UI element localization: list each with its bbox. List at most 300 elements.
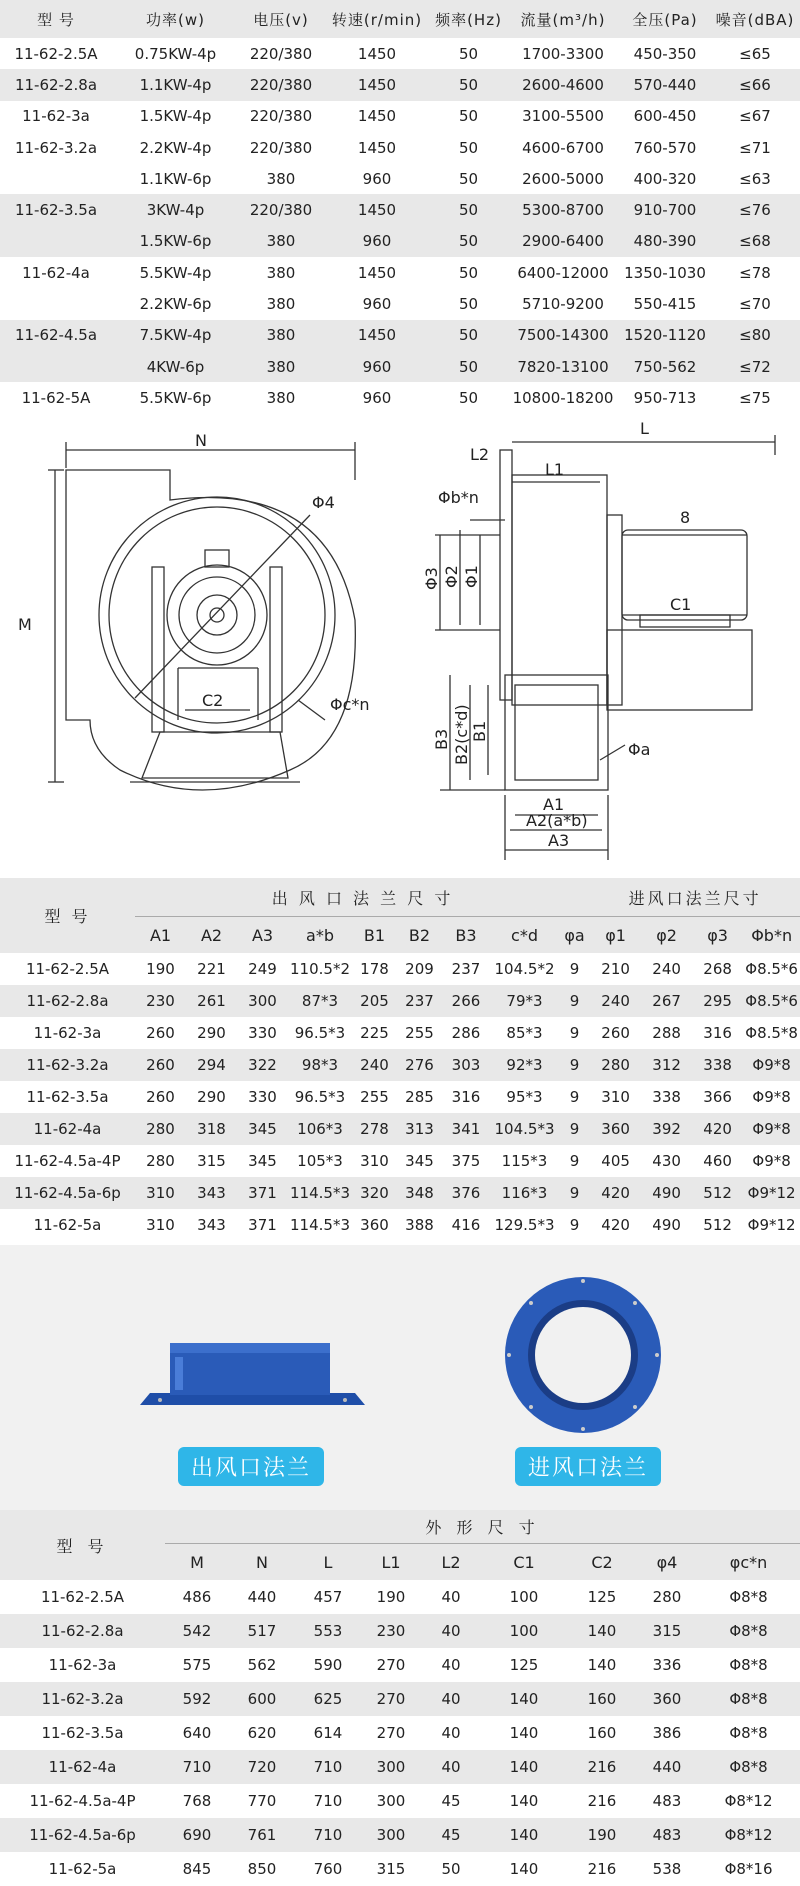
table2-cell: 330 xyxy=(248,1088,277,1106)
table2-cell: 280 xyxy=(146,1120,175,1138)
table3-cell: 216 xyxy=(587,1860,617,1878)
table3-cell: 486 xyxy=(182,1588,212,1606)
table2-cell: Φ8.5*6 xyxy=(745,992,798,1010)
label-phi4: Φ4 xyxy=(312,493,335,512)
table2-col-header: B3 xyxy=(442,917,490,954)
table3-cell: 11-62-4a xyxy=(48,1758,117,1776)
table3-cell: 710 xyxy=(182,1758,212,1776)
table3-cell: 50 xyxy=(441,1860,461,1878)
table1-cell: 570-440 xyxy=(633,75,697,94)
table3-col-header: N xyxy=(229,1544,295,1581)
table2-cell: 512 xyxy=(703,1184,732,1202)
table2-cell: 371 xyxy=(248,1184,277,1202)
table2-cell: 240 xyxy=(360,1056,389,1074)
table1-cell: 50 xyxy=(458,388,479,407)
inlet-flange-photo xyxy=(505,1277,661,1433)
table2-cell: 249 xyxy=(248,960,277,978)
table1-cell: 50 xyxy=(458,357,479,376)
table3-cell: 100 xyxy=(509,1622,539,1640)
table3-cell: 11-62-4.5a-6p xyxy=(29,1826,136,1844)
table2-cell: 322 xyxy=(248,1056,277,1074)
table3-cell: 690 xyxy=(182,1826,212,1844)
table1-cell: 5710-9200 xyxy=(522,295,604,314)
table1-cell: 550-415 xyxy=(633,295,697,314)
table1-cell: 1450 xyxy=(357,201,397,220)
flange-photos-section xyxy=(0,1245,800,1510)
table2-cell: 261 xyxy=(197,992,226,1010)
table2-col-header: A3 xyxy=(237,917,288,954)
table1-cell: ≤67 xyxy=(739,107,771,126)
table3-cell: 300 xyxy=(376,1792,406,1810)
table3-cell: 625 xyxy=(313,1690,343,1708)
table1-header: 转速(r/min) xyxy=(323,0,431,38)
table1-cell: 11-62-2.8a xyxy=(14,75,98,94)
table1-cell: 380 xyxy=(266,295,296,314)
outline-table-section xyxy=(0,1510,800,1886)
table1-cell: 380 xyxy=(266,357,296,376)
table1-cell: 950-713 xyxy=(633,388,697,407)
table1-cell: 380 xyxy=(266,169,296,188)
table3-cell: 720 xyxy=(247,1758,277,1776)
table2-cell: 316 xyxy=(703,1024,732,1042)
table3-cell: 100 xyxy=(509,1588,539,1606)
table1-cell: 960 xyxy=(362,169,392,188)
table2-cell: 9 xyxy=(569,1120,580,1138)
table1-cell: 4600-6700 xyxy=(522,138,604,157)
table1-row xyxy=(0,69,800,100)
table2-cell: 310 xyxy=(360,1152,389,1170)
table1-header: 功率(w) xyxy=(112,0,239,38)
table1-cell: 50 xyxy=(458,295,479,314)
table2-cell: 237 xyxy=(451,960,481,978)
table1-cell: 220/380 xyxy=(249,75,313,94)
table1-cell: 1450 xyxy=(357,107,397,126)
table2-col-header: φa xyxy=(559,917,590,954)
table1-cell: 5.5KW-6p xyxy=(139,388,212,407)
table3-cell: 575 xyxy=(182,1656,212,1674)
table1-row xyxy=(0,257,800,288)
table2-cell: 366 xyxy=(703,1088,732,1106)
table2-cell: 255 xyxy=(405,1024,434,1042)
table2-cell: 420 xyxy=(601,1184,630,1202)
table3-cell: 542 xyxy=(182,1622,212,1640)
table2-cell: 114.5*3 xyxy=(290,1216,350,1234)
table2-cell: 290 xyxy=(197,1088,226,1106)
table3-cell: 40 xyxy=(441,1588,461,1606)
table2-cell: 11-62-2.8a xyxy=(26,992,109,1010)
table2-cell: 330 xyxy=(248,1024,277,1042)
table3-cell: 620 xyxy=(247,1724,277,1742)
table2-cell: 300 xyxy=(248,992,277,1010)
table3-cell: 125 xyxy=(509,1656,539,1674)
table1-cell: 50 xyxy=(458,326,479,345)
label-l1: L1 xyxy=(545,460,565,479)
table1-cell: ≤71 xyxy=(739,138,771,157)
table3-col-header: M xyxy=(165,1544,229,1581)
table1-cell: ≤75 xyxy=(739,388,771,407)
table1-row xyxy=(0,320,800,351)
table1-header-row xyxy=(0,0,800,38)
table2-cell: 129.5*3 xyxy=(494,1216,555,1234)
table1-header: 频率(Hz) xyxy=(431,0,506,38)
table3-cell: 11-62-2.5A xyxy=(40,1588,125,1606)
table1-cell: ≤66 xyxy=(739,75,771,94)
table2-cell: 371 xyxy=(248,1216,277,1234)
table2-row xyxy=(0,1017,800,1049)
table3-cell: 280 xyxy=(652,1588,682,1606)
table3-cell: 190 xyxy=(376,1588,406,1606)
table3-cell: 710 xyxy=(313,1792,343,1810)
table2-cell: 9 xyxy=(569,1024,580,1042)
table1-cell: 960 xyxy=(362,388,392,407)
table2-col-header: a*b xyxy=(288,917,352,954)
table1-cell: 1450 xyxy=(357,138,397,157)
table3-cell: 300 xyxy=(376,1826,406,1844)
table2-cell: Φ8.5*6 xyxy=(745,960,798,978)
table3-cell: 440 xyxy=(247,1588,277,1606)
table1-row xyxy=(0,132,800,163)
performance-table xyxy=(0,0,800,414)
table2-cell: 310 xyxy=(146,1184,175,1202)
table2-cell: 96.5*3 xyxy=(294,1088,346,1106)
table3-cell: 40 xyxy=(441,1690,461,1708)
table1-cell: 450-350 xyxy=(633,44,697,63)
table2-row xyxy=(0,1209,800,1241)
table3-col-header: φ4 xyxy=(637,1544,697,1581)
outline-dimension-table xyxy=(0,1510,800,1886)
table3-cell: 11-62-3.5a xyxy=(41,1724,124,1742)
table3-cell: 140 xyxy=(509,1792,539,1810)
table1-cell: 4KW-6p xyxy=(146,357,205,376)
table2-cell: 512 xyxy=(703,1216,732,1234)
technical-drawing-section xyxy=(0,420,800,875)
table1-cell: 6400-12000 xyxy=(517,263,609,282)
table3-cell: 770 xyxy=(247,1792,277,1810)
table2-cell: 178 xyxy=(360,960,389,978)
table2-cell: 11-62-3.5a xyxy=(26,1088,109,1106)
table2-cell: 268 xyxy=(703,960,732,978)
table3-cell: 457 xyxy=(313,1588,343,1606)
table2-cell: Φ9*12 xyxy=(747,1184,796,1202)
table2-cell: 190 xyxy=(146,960,175,978)
table2-cell: 430 xyxy=(652,1152,681,1170)
table2-cell: 310 xyxy=(601,1088,630,1106)
label-b2: B2(c*d) xyxy=(452,704,471,765)
table1-cell: 11-62-5A xyxy=(21,388,91,407)
table1-cell: 50 xyxy=(458,107,479,126)
table1-cell: 1700-3300 xyxy=(522,44,604,63)
table1-cell: 960 xyxy=(362,295,392,314)
front-view-drawing xyxy=(48,442,355,790)
table1-cell xyxy=(0,288,112,319)
table1-cell: 1450 xyxy=(357,326,397,345)
table3-model-header: 型 号 xyxy=(0,1510,165,1580)
table3-col-header: L1 xyxy=(361,1544,421,1581)
table1-cell: 1520-1120 xyxy=(624,326,706,345)
table2-cell: 11-62-2.5A xyxy=(25,960,110,978)
table3-cell: Φ8*8 xyxy=(729,1588,768,1606)
table2-cell: 280 xyxy=(146,1152,175,1170)
table1-cell: 3100-5500 xyxy=(522,107,604,126)
side-view-drawing xyxy=(435,435,775,860)
table2-cell: 260 xyxy=(146,1088,175,1106)
table2-cell: 280 xyxy=(601,1056,630,1074)
table3-cell: 315 xyxy=(652,1622,682,1640)
table2-cell: 490 xyxy=(652,1216,681,1234)
table2-col-header: A2 xyxy=(186,917,237,954)
table2-cell: 110.5*2 xyxy=(290,960,350,978)
table1-cell: ≤80 xyxy=(739,326,771,345)
table1-cell: 50 xyxy=(458,44,479,63)
table2-cell: 392 xyxy=(652,1120,681,1138)
table2-cell: 295 xyxy=(703,992,732,1010)
table3-col-header: φc*n xyxy=(697,1544,800,1581)
label-l: L xyxy=(640,420,649,438)
table1-cell: 380 xyxy=(266,263,296,282)
table2-cell: 420 xyxy=(703,1120,732,1138)
table3-col-header: C2 xyxy=(567,1544,637,1581)
table3-row xyxy=(0,1682,800,1716)
table3-row xyxy=(0,1750,800,1784)
table1-cell: 380 xyxy=(266,388,296,407)
table3-cell: Φ8*8 xyxy=(729,1690,768,1708)
table3-cell: 850 xyxy=(247,1860,277,1878)
table2-cell: 11-62-4a xyxy=(33,1120,102,1138)
table3-cell: 562 xyxy=(247,1656,277,1674)
table2-cell: 105*3 xyxy=(297,1152,343,1170)
table2-cell: 11-62-5a xyxy=(33,1216,102,1234)
table1-cell: 1.1KW-4p xyxy=(139,75,212,94)
table2-cell: 338 xyxy=(703,1056,732,1074)
table1-cell: 5300-8700 xyxy=(522,201,604,220)
table3-cell: 483 xyxy=(652,1792,682,1810)
table1-cell: 480-390 xyxy=(633,232,697,251)
table3-cell: 760 xyxy=(313,1860,343,1878)
table3-col-header: L2 xyxy=(421,1544,481,1581)
table2-inlet-header: 进风口法兰尺寸 xyxy=(590,878,800,917)
table3-cell: 640 xyxy=(182,1724,212,1742)
table1-cell: 2600-5000 xyxy=(522,169,604,188)
table2-cell: 303 xyxy=(451,1056,481,1074)
table2-cell: 420 xyxy=(601,1216,630,1234)
table2-cell: 9 xyxy=(569,1056,580,1074)
table2-cell: 320 xyxy=(360,1184,389,1202)
table3-cell: 190 xyxy=(587,1826,617,1844)
table2-cell: 92*3 xyxy=(506,1056,543,1074)
table2-cell: 345 xyxy=(405,1152,434,1170)
table1-row xyxy=(0,288,800,319)
flange-photos xyxy=(0,1245,800,1510)
table1-cell: 1.5KW-4p xyxy=(139,107,212,126)
table3-cell: 315 xyxy=(376,1860,406,1878)
table2-cell: 115*3 xyxy=(501,1152,548,1170)
table2-row xyxy=(0,1113,800,1145)
table2-cell: 318 xyxy=(197,1120,226,1138)
table2-cell: 341 xyxy=(451,1120,481,1138)
table3-cell: 140 xyxy=(509,1826,539,1844)
table1-cell: 400-320 xyxy=(633,169,697,188)
table3-cell: 216 xyxy=(587,1792,617,1810)
table3-cell: 45 xyxy=(441,1826,461,1844)
label-a1: A1 xyxy=(543,795,565,814)
table1-cell: 50 xyxy=(458,75,479,94)
table1-cell: 5.5KW-4p xyxy=(139,263,212,282)
table1-cell: 3KW-4p xyxy=(146,201,205,220)
table2-cell: 288 xyxy=(652,1024,681,1042)
table2-cell: 116*3 xyxy=(501,1184,548,1202)
table2-cell: 343 xyxy=(197,1216,226,1234)
table2-cell: 79*3 xyxy=(506,992,543,1010)
table1-row xyxy=(0,38,800,69)
table3-cell: 140 xyxy=(587,1656,617,1674)
table1-cell: 2.2KW-6p xyxy=(139,295,212,314)
table1-cell: 1450 xyxy=(357,44,397,63)
table2-cell: Φ9*12 xyxy=(747,1216,796,1234)
table1-row xyxy=(0,194,800,225)
table2-cell: 225 xyxy=(360,1024,389,1042)
table2-cell: 255 xyxy=(360,1088,389,1106)
table2-cell: 375 xyxy=(451,1152,481,1170)
table2-cell: 87*3 xyxy=(301,992,339,1010)
table1-row xyxy=(0,382,800,413)
table2-cell: 205 xyxy=(360,992,389,1010)
table1-cell: 7500-14300 xyxy=(517,326,609,345)
table2-cell: 315 xyxy=(197,1152,226,1170)
table1-cell: 1450 xyxy=(357,263,397,282)
table3-cell: 845 xyxy=(182,1860,212,1878)
table1-cell: ≤68 xyxy=(739,232,771,251)
table2-row xyxy=(0,1081,800,1113)
table2-header-row-1 xyxy=(0,878,800,917)
table1-cell: 220/380 xyxy=(249,201,313,220)
table1-cell: ≤76 xyxy=(739,201,771,220)
table1-cell: ≤72 xyxy=(739,357,771,376)
table2-cell: 310 xyxy=(146,1216,175,1234)
table3-row xyxy=(0,1784,800,1818)
table3-row xyxy=(0,1648,800,1682)
table1-header: 电压(v) xyxy=(239,0,323,38)
table3-cell: Φ8*12 xyxy=(724,1826,773,1844)
label-c2: C2 xyxy=(202,691,224,710)
table3-cell: Φ8*8 xyxy=(729,1724,768,1742)
table3-row xyxy=(0,1580,800,1614)
table1-cell: 2600-4600 xyxy=(522,75,604,94)
table3-cell: Φ8*12 xyxy=(724,1792,773,1810)
table2-cell: Φ9*8 xyxy=(752,1152,791,1170)
table2-cell: 266 xyxy=(451,992,481,1010)
table2-col-header: B2 xyxy=(397,917,442,954)
label-phia: Φa xyxy=(628,740,651,759)
table1-cell: 50 xyxy=(458,201,479,220)
label-a3: A3 xyxy=(548,831,570,850)
table2-cell: 9 xyxy=(569,1088,580,1106)
table2-col-header: Φb*n xyxy=(743,917,800,954)
table1-cell: 600-450 xyxy=(633,107,697,126)
table1-cell: 50 xyxy=(458,263,479,282)
table1-header: 全压(Pa) xyxy=(620,0,710,38)
table3-col-header: C1 xyxy=(481,1544,567,1581)
label-phi3: Φ3 xyxy=(422,567,441,590)
table1-cell: 380 xyxy=(266,232,296,251)
table3-cell: 553 xyxy=(313,1622,343,1640)
table3-row xyxy=(0,1716,800,1750)
outlet-flange-photo xyxy=(140,1343,365,1405)
table2-cell: 388 xyxy=(405,1216,434,1234)
table3-cell: 40 xyxy=(441,1622,461,1640)
table3-cell: 768 xyxy=(182,1792,212,1810)
table2-row xyxy=(0,985,800,1017)
table2-cell: 104.5*2 xyxy=(494,960,555,978)
table1-cell: 220/380 xyxy=(249,138,313,157)
table3-cell: Φ8*8 xyxy=(729,1758,768,1776)
table3-cell: 270 xyxy=(376,1656,406,1674)
table2-cell: 9 xyxy=(569,1216,580,1234)
table1-cell: 760-570 xyxy=(633,138,697,157)
table3-cell: 440 xyxy=(652,1758,682,1776)
flange-table-section xyxy=(0,878,800,1241)
table3-cell: 40 xyxy=(441,1724,461,1742)
table1-cell xyxy=(0,163,112,194)
table2-cell: 95*3 xyxy=(506,1088,543,1106)
table3-cell: 614 xyxy=(313,1724,343,1742)
table1-cell: 7820-13100 xyxy=(517,357,609,376)
table1-cell: 10800-18200 xyxy=(512,388,614,407)
table3-cell: 386 xyxy=(652,1724,682,1742)
table3-cell: 45 xyxy=(441,1792,461,1810)
table1-cell: 11-62-2.5A xyxy=(14,44,98,63)
table2-cell: 278 xyxy=(360,1120,389,1138)
table1-cell: 220/380 xyxy=(249,44,313,63)
table3-cell: 40 xyxy=(441,1758,461,1776)
table2-cell: 313 xyxy=(405,1120,434,1138)
table3-cell: 517 xyxy=(247,1622,277,1640)
table2-cell: 260 xyxy=(601,1024,630,1042)
table3-cell: 761 xyxy=(247,1826,277,1844)
inlet-flange-label: 进风口法兰 xyxy=(515,1447,661,1486)
table3-cell: 270 xyxy=(376,1724,406,1742)
table2-cell: Φ9*8 xyxy=(752,1088,791,1106)
label-b3: B3 xyxy=(432,728,451,750)
table2-col-header: c*d xyxy=(490,917,559,954)
table2-cell: Φ9*8 xyxy=(752,1120,791,1138)
table3-cell: 125 xyxy=(587,1588,617,1606)
table3-row xyxy=(0,1852,800,1886)
table1-cell: 2.2KW-4p xyxy=(139,138,212,157)
table2-cell: 260 xyxy=(146,1024,175,1042)
table2-cell: 11-62-3.2a xyxy=(26,1056,109,1074)
table2-cell: 360 xyxy=(360,1216,389,1234)
table2-cell: 343 xyxy=(197,1184,226,1202)
table3-cell: Φ8*16 xyxy=(724,1860,773,1878)
table2-cell: 316 xyxy=(451,1088,481,1106)
table1-cell: 1.1KW-6p xyxy=(139,169,212,188)
table2-cell: Φ9*8 xyxy=(752,1056,791,1074)
table1-cell: 910-700 xyxy=(633,201,697,220)
table3-cell: 336 xyxy=(652,1656,682,1674)
table1-cell: ≤70 xyxy=(739,295,771,314)
table2-cell: 9 xyxy=(569,992,580,1010)
table1-cell: 750-562 xyxy=(633,357,697,376)
table2-cell: 106*3 xyxy=(297,1120,343,1138)
table3-cell: 216 xyxy=(587,1758,617,1776)
table1-row xyxy=(0,101,800,132)
table1-cell: 1450 xyxy=(357,75,397,94)
table2-cell: 286 xyxy=(451,1024,481,1042)
table2-cell: 210 xyxy=(601,960,630,978)
table1-cell: 11-62-3.2a xyxy=(14,138,98,157)
label-phi1: Φ1 xyxy=(462,565,481,588)
table3-dims-header: 外 形 尺 寸 xyxy=(165,1510,800,1544)
